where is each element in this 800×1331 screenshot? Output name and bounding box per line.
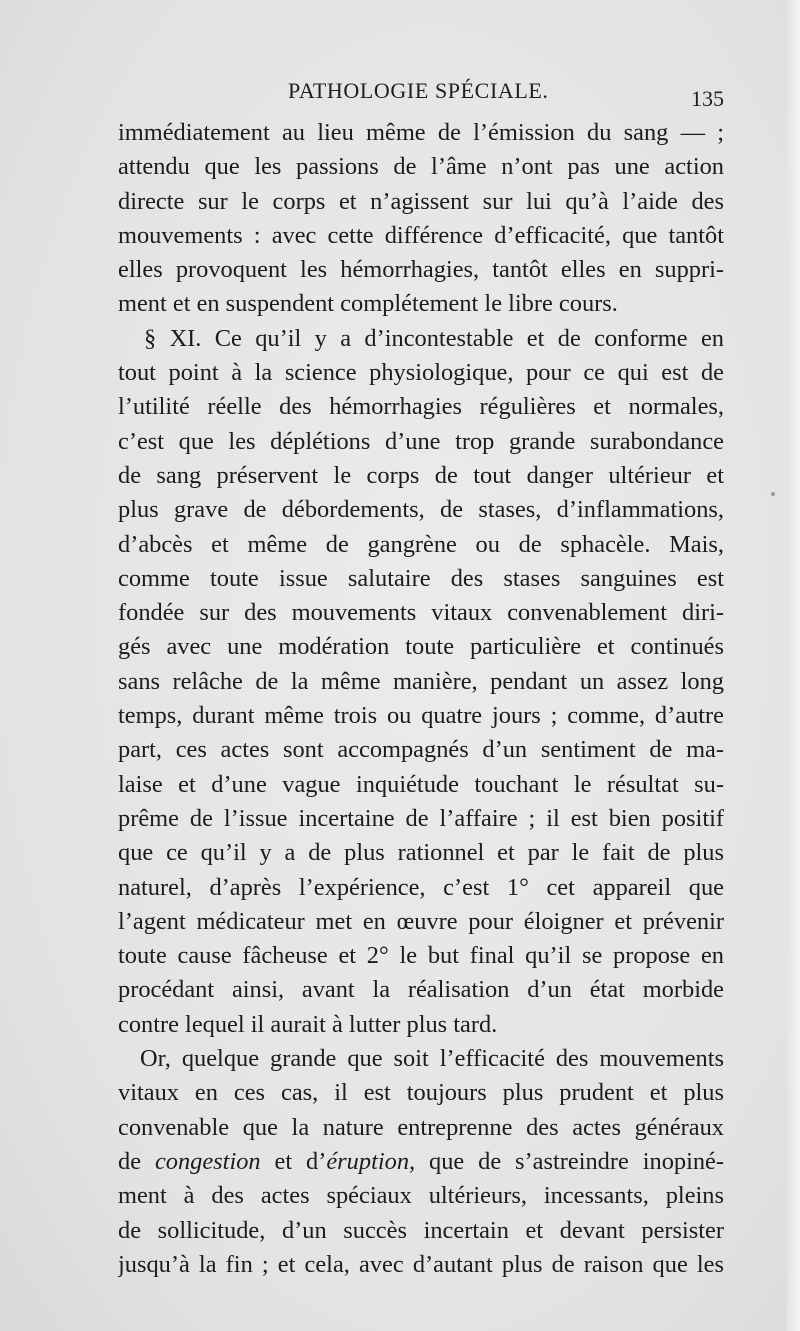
text-line: l’agent médicateur met en œuvre pour éloigner et prévenir	[118, 907, 724, 935]
text-line: sans relâche de la même manière, pendant un assez long	[118, 667, 724, 695]
text-line: tout point à la science physiologique, pour ce qui est de	[118, 359, 724, 387]
paper-speck	[771, 492, 775, 496]
text-line: de sang préservent le corps de tout danger ultérieur et	[118, 461, 724, 489]
paragraph-start-line: § XI. Ce qu’il y a d’incontestable et de conforme en	[144, 324, 724, 352]
text-line: ment et en suspendent complétement le libre cours.	[118, 290, 618, 318]
text-line: convenable que la nature entreprenne des actes généraux	[118, 1113, 724, 1141]
italic-term-congestion: congestion	[154, 1147, 261, 1175]
text-line: temps, durant même trois ou quatre jours ; comme, d’autre	[118, 702, 724, 730]
text-segment: , que de s’astreindre inopiné-	[409, 1147, 724, 1175]
text-line: que ce qu’il y a de plus rationnel et par le fait de plus	[118, 839, 724, 867]
paragraph-start-line: Or, quelque grande que soit l’efficacité des mouvements	[140, 1045, 724, 1073]
running-head	[118, 78, 724, 112]
text-line: vitaux en ces cas, il est toujours plus prudent et plus	[118, 1079, 724, 1107]
text-line: d’abcès et même de gangrène ou de sphacèle. Mais,	[118, 530, 724, 558]
text-line: toute cause fâcheuse et 2° le but final qu’il se propose en	[118, 942, 724, 970]
text-line-with-italics	[118, 1145, 724, 1179]
text-line: ment à des actes spéciaux ultérieurs, incessants, pleins	[118, 1182, 724, 1210]
body-text	[118, 116, 724, 1282]
text-line: elles provoquent les hémorrhagies, tantôt elles en suppri-	[118, 256, 724, 284]
text-line: gés avec une modération toute particulière et continués	[118, 633, 724, 661]
text-segment: de	[118, 1147, 155, 1175]
text-segment: et d’	[260, 1147, 327, 1175]
text-line: laise et d’une vague inquiétude touchant le résultat su-	[118, 770, 724, 798]
text-line: immédiatement au lieu même de l’émission du sang — ;	[118, 119, 724, 146]
text-line: plus grave de débordements, de stases, d’inflammations,	[118, 496, 724, 524]
text-line: procédant ainsi, avant la réalisation d’un état morbide	[118, 976, 724, 1004]
text-line: c’est que les déplétions d’une trop grande surabondance	[118, 427, 724, 455]
text-line: contre lequel il aurait à lutter plus tard.	[118, 1010, 498, 1038]
italic-term-eruption: éruption	[326, 1147, 410, 1175]
text-line: mouvements : avec cette différence d’efficacité, que tantôt	[118, 221, 724, 249]
running-title: PATHOLOGIE SPÉCIALE.	[288, 78, 549, 103]
text-line: fondée sur des mouvements vitaux convenablement diri-	[118, 599, 724, 627]
text-line: de sollicitude, d’un succès incertain et devant persister	[118, 1216, 724, 1244]
text-line: comme toute issue salutaire des stases sanguines est	[118, 564, 724, 592]
scan-edge	[786, 0, 800, 1331]
page-number: 135	[691, 86, 724, 111]
text-line: l’utilité réelle des hémorrhagies régulières et normales,	[118, 393, 724, 421]
text-line: directe sur le corps et n’agissent sur lui qu’à l’aide des	[118, 187, 724, 215]
text-line: part, ces actes sont accompagnés d’un sentiment de ma-	[118, 736, 724, 764]
text-line: attendu que les passions de l’âme n’ont pas une action	[118, 153, 724, 181]
text-line: prême de l’issue incertaine de l’affaire ; il est bien positif	[118, 804, 724, 832]
text-line: jusqu’à la fin ; et cela, avec d’autant plus de raison que les	[118, 1250, 724, 1278]
text-line: naturel, d’après l’expérience, c’est 1° cet appareil que	[118, 873, 724, 901]
